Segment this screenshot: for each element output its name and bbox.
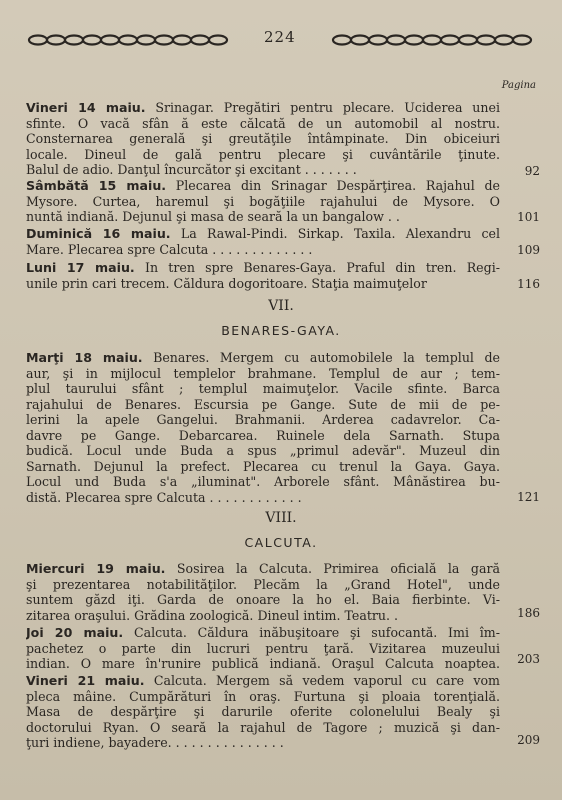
entry-line: sfinte. O vacă sfân ă este călcată de un automobil al nostru. xyxy=(26,115,500,131)
toc-entry xyxy=(26,226,500,257)
section-number: VII. xyxy=(268,298,294,314)
entry-line: aur, şi in mijlocul templelor brahmane. Templul de aur ; tem- xyxy=(26,365,500,381)
entry-line: pleca mâine. Cumpărături în oraş. Furtuna şi ploaia torenţială. xyxy=(26,688,500,704)
entry-line: davre pe Gange. Debarcarea. Ruinele dela Sarnath. Stupa xyxy=(26,427,500,443)
entry-line: Marţi 18 maiu. Benares. Mergem cu automobilele la templul de xyxy=(26,350,500,365)
entry-line: suntem găzd iţi. Garda de onoare la ho el. Baia fierbinte. Vi- xyxy=(26,592,500,607)
entry-line: Vineri 21 maiu. Calcuta. Mergem să vedem vaporul cu care vom xyxy=(26,673,500,688)
toc-entry xyxy=(26,561,500,623)
entry-line: Balul de adio. Danţul încurcător şi excitant . . . . . . . xyxy=(26,162,357,177)
entry-line: nuntă indiană. Dejunul şi masa de seară la un bangalow . . xyxy=(26,209,400,224)
entry-page-number: 101 xyxy=(517,210,540,224)
entry-day: Luni 17 maiu. xyxy=(26,260,135,275)
page-number: 224 xyxy=(264,28,296,46)
entry-line: Sâmbătă 15 maiu. Plecarea din Srinagar Despărţirea. Rajahul de xyxy=(26,178,500,193)
entry-line: Luni 17 maiu. In tren spre Benares-Gaya. Praful din tren. Regi- xyxy=(26,260,500,275)
entry-line: unile prin cari trecem. Căldura dogoritoare. Staţia maimuţelor xyxy=(26,275,427,291)
entry-line: Mare. Plecarea spre Calcuta . . . . . . . . . . . . . xyxy=(26,241,313,257)
entry-line: pachetez o parte din lucruri pentru ţară. Vizitarea muzeului xyxy=(26,640,500,656)
entry-line: şi prezentarea notabilităţilor. Plecăm la „Grand Hotel", unde xyxy=(26,576,500,592)
entry-line: doctorului Ryan. O seară la rajahul de Tagore ; muzică şi dan- xyxy=(26,719,500,735)
entry-page-number: 209 xyxy=(517,733,540,747)
entry-line: Mysore. Curtea, haremul şi bogăţiile rajahului de Mysore. O xyxy=(26,193,500,209)
entry-line: Masa de despărţire şi darurile oferite colonelului Bealy şi xyxy=(26,704,500,719)
toc-entry xyxy=(26,260,500,291)
entry-page-number: 203 xyxy=(517,652,540,666)
toc-entry xyxy=(26,100,500,178)
entry-line: zitarea oraşului. Grădina zoologică. Dineul intim. Teatru. . xyxy=(26,607,399,623)
entry-line: lerini la apele Gangelui. Brahmanii. Arderea cadavrelor. Ca- xyxy=(26,412,500,427)
entry-page-number: 109 xyxy=(517,243,540,257)
entry-day: Marţi 18 maiu. xyxy=(26,350,143,365)
entry-page-number: 92 xyxy=(524,164,540,178)
entry-page-number: 116 xyxy=(517,277,540,291)
column-header-pagina: Pagina xyxy=(501,80,536,91)
entry-day: Sâmbătă 15 maiu. xyxy=(26,178,167,193)
entry-line: plul taurului sfânt ; templul maimuţelor. Vacile sfinte. Barca xyxy=(26,381,500,396)
entry-line: distă. Plecarea spre Calcuta . . . . . . . . . . . . xyxy=(26,489,302,505)
entry-day: Vineri 14 maiu. xyxy=(26,100,146,115)
chain-ornament-icon xyxy=(330,32,542,48)
entry-line: budică. Locul unde Buda a spus „primul adevăr". Muzeul din xyxy=(26,443,500,458)
entry-day: Vineri 21 maiu. xyxy=(26,673,145,688)
entry-line: Miercuri 19 maiu. Sosirea la Calcuta. Primirea oficială la gară xyxy=(26,561,500,576)
entry-line: Sarnath. Dejunul la prefect. Plecarea cu trenul la Gaya. Gaya. xyxy=(26,458,500,474)
entry-line: Joi 20 maiu. Calcuta. Căldura inăbuşitoare şi sufocantă. Imi îm- xyxy=(26,625,500,640)
section-title: CALCUTA. xyxy=(244,535,318,550)
toc-entry xyxy=(26,625,500,672)
entry-line: indian. O mare în'runire publică indiană. Oraşul Calcuta noaptea. xyxy=(26,656,500,671)
entry-line: ţuri indiene, bayadere. . . . . . . . . . . . . . . xyxy=(26,735,284,750)
entry-line: Locul und Buda s'a „iluminat". Arborele sfânt. Mânăstirea bu- xyxy=(26,474,500,489)
toc-entry xyxy=(26,673,500,751)
entry-day: Joi 20 maiu. xyxy=(26,625,124,640)
toc-entry xyxy=(26,178,500,225)
entry-line: Consternarea generală şi greutăţile întâmpinate. Din obiceiuri xyxy=(26,131,500,146)
entry-day: Duminică 16 maiu. xyxy=(26,226,171,241)
entry-line: locale. Dineul de gală pentru plecare şi cuvântările ţinute. xyxy=(26,146,500,162)
entry-page-number: 186 xyxy=(517,606,540,620)
chain-ornament-icon xyxy=(26,32,238,48)
entry-line: rajahului de Benares. Escursia pe Gange. Sute de mii de pe- xyxy=(26,396,500,412)
entry-page-number: 121 xyxy=(517,490,540,504)
entry-line: Vineri 14 maiu. Srinagar. Pregătiri pentru plecare. Uciderea unei xyxy=(26,100,500,115)
entry-day: Miercuri 19 maiu. xyxy=(26,561,166,576)
page-header xyxy=(0,26,562,56)
section-number: VIII. xyxy=(265,510,297,526)
entry-line: Duminică 16 maiu. La Rawal-Pindi. Sirkap. Taxila. Alexandru cel xyxy=(26,226,500,241)
toc-entry xyxy=(26,350,500,505)
section-title: BENARES-GAYA. xyxy=(221,323,341,338)
